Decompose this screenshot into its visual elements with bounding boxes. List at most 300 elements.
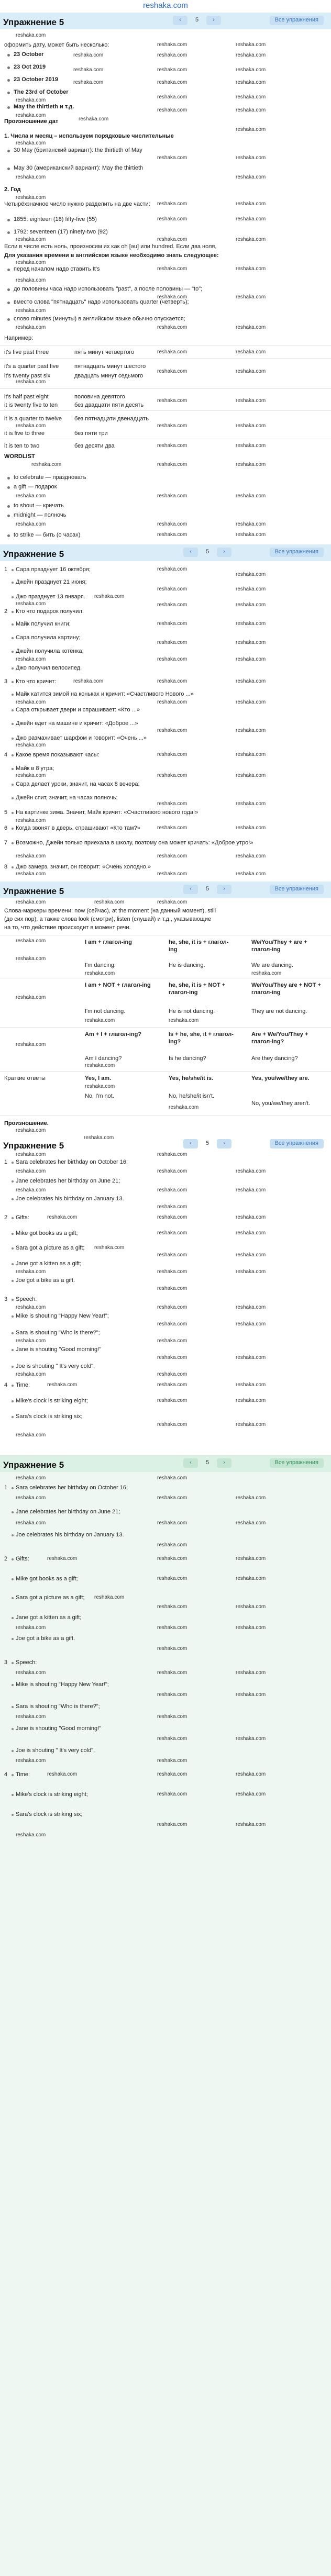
- bullet: [7, 92, 10, 94]
- watermark: reshaka.com: [94, 899, 125, 905]
- watermark: reshaka.com: [16, 1042, 46, 1047]
- watermark: reshaka.com: [157, 42, 187, 48]
- text: Четырёхзначное число нужно разделить на две части:: [4, 201, 150, 207]
- watermark: reshaka.com: [236, 1269, 266, 1275]
- exercise-header: [0, 1136, 331, 1153]
- list-item: Sara got a picture as a gift;: [16, 1245, 85, 1251]
- list-item: Возможно, Джейн только приехала в школу, поэтому она может кричать: «Доброе утро!»: [16, 840, 253, 846]
- watermark: reshaka.com: [157, 94, 187, 100]
- list-item: Джо замерз, значит, он говорит: «Очень холодно.»: [16, 864, 151, 870]
- table-cell: Is he dancing?: [169, 1055, 206, 1062]
- watermark: reshaka.com: [157, 1398, 187, 1403]
- watermark: reshaka.com: [236, 728, 266, 733]
- word: to celebrate — праздновать: [14, 474, 86, 481]
- exercise-nav: [183, 885, 231, 895]
- word: a gift — подарок: [14, 484, 57, 490]
- watermark: reshaka.com: [157, 398, 187, 404]
- text: Если в числе есть ноль, произносим их как oh [əu] или hundred. Если два ноля,: [4, 243, 217, 250]
- watermark: reshaka.com: [73, 52, 104, 58]
- list-item: Gifts:: [16, 1214, 29, 1221]
- watermark: reshaka.com: [16, 277, 46, 283]
- watermark: reshaka.com: [47, 1382, 78, 1388]
- bullet: [12, 1162, 14, 1164]
- table-cell: No, I'm not.: [85, 1093, 114, 1099]
- bullet: [7, 66, 10, 69]
- bullet: [12, 1597, 14, 1599]
- watermark: reshaka.com: [157, 1204, 187, 1210]
- prev-button[interactable]: ‹: [173, 16, 187, 25]
- all-exercises-button[interactable]: Все упражнения: [270, 548, 324, 557]
- watermark: reshaka.com: [157, 294, 187, 300]
- watermark: reshaka.com: [157, 1152, 187, 1157]
- watermark: reshaka.com: [157, 1822, 187, 1827]
- list-item: Joe got a bike as a gift.: [16, 1635, 75, 1642]
- bullet: [12, 1794, 14, 1796]
- bullet: [12, 596, 14, 598]
- table-cell: it is ten to two: [4, 443, 40, 449]
- all-exercises-button[interactable]: Все упражнения: [270, 1139, 324, 1148]
- exercise-nav: [183, 1458, 231, 1469]
- list-number: 2: [4, 608, 8, 615]
- watermark: reshaka.com: [157, 1269, 187, 1275]
- watermark: reshaka.com: [16, 1625, 46, 1631]
- watermark: reshaka.com: [157, 1252, 187, 1258]
- prev-button[interactable]: ‹: [183, 885, 198, 894]
- time-rule: слово minutes (минуты) в английском языке обычно опускается;: [14, 316, 185, 322]
- bullet: [7, 106, 10, 109]
- bullet: [12, 1263, 14, 1265]
- watermark: reshaka.com: [16, 1168, 46, 1174]
- bullet: [7, 486, 10, 489]
- watermark: reshaka.com: [236, 369, 266, 374]
- watermark: reshaka.com: [251, 971, 282, 976]
- text: Для указания времени в английском языке необходимо знать следующее:: [4, 252, 219, 259]
- watermark: reshaka.com: [16, 113, 46, 118]
- exercise-number: 5: [205, 549, 209, 555]
- prev-button[interactable]: ‹: [183, 548, 198, 557]
- watermark: reshaka.com: [16, 853, 46, 859]
- example: May 30 (американский вариант): May the thirtieth: [14, 165, 144, 171]
- watermark: reshaka.com: [236, 1556, 266, 1562]
- bullet: [7, 269, 10, 271]
- table-cell: Am + I + глагол-ing?: [85, 1031, 142, 1038]
- date-format: The 23rd of October: [14, 89, 69, 95]
- bullet: [12, 611, 14, 613]
- bullet: [7, 79, 10, 82]
- watermark: reshaka.com: [236, 1382, 266, 1388]
- list-item: Джейн спит, значит, на часах полночь;: [16, 795, 118, 801]
- bullet: [7, 515, 10, 517]
- watermark: reshaka.com: [157, 1495, 187, 1501]
- bullet: [12, 812, 14, 814]
- list-number: 3: [4, 1659, 8, 1666]
- watermark: reshaka.com: [236, 52, 266, 58]
- watermark: reshaka.com: [94, 594, 125, 599]
- table-cell: I am + глагол-ing: [85, 939, 132, 945]
- bullet: [12, 1315, 14, 1318]
- table-cell: We are dancing.: [251, 962, 293, 968]
- bullet: [12, 681, 14, 683]
- bullet: [12, 1814, 14, 1816]
- all-exercises-button[interactable]: Все упражнения: [270, 1458, 324, 1468]
- watermark: reshaka.com: [85, 1063, 115, 1068]
- bullet: [12, 1578, 14, 1580]
- list-item: Sara is shouting "Who is there?";: [16, 1703, 100, 1710]
- divider: [0, 358, 331, 359]
- watermark: reshaka.com: [16, 195, 46, 200]
- watermark: reshaka.com: [157, 1520, 187, 1526]
- watermark: reshaka.com: [31, 462, 62, 467]
- table-cell: Am I dancing?: [85, 1055, 122, 1062]
- list-item: Speech:: [16, 1659, 37, 1666]
- watermark: reshaka.com: [157, 349, 187, 355]
- list-item: Джейн едет на машине и кричит: «Доброе ...»: [16, 720, 138, 727]
- watermark: reshaka.com: [157, 1168, 187, 1174]
- watermark: reshaka.com: [16, 174, 46, 180]
- watermark: reshaka.com: [157, 107, 187, 113]
- watermark: reshaka.com: [157, 801, 187, 807]
- watermark: reshaka.com: [157, 1371, 187, 1377]
- table-cell: пять минут четвертого: [74, 349, 135, 355]
- watermark: reshaka.com: [157, 423, 187, 429]
- exercise-title: Упражнение 5: [3, 1460, 64, 1470]
- bullet: [7, 534, 10, 537]
- bullet: [12, 1280, 14, 1282]
- watermark: reshaka.com: [47, 1214, 78, 1220]
- text: Слова-маркеры времени: now (сейчас), at the moment (на данный момент), still: [4, 908, 216, 914]
- watermark: reshaka.com: [236, 1692, 266, 1698]
- watermark: reshaka.com: [157, 1758, 187, 1764]
- watermark: reshaka.com: [94, 1594, 125, 1600]
- table-cell: Yes, he/she/it is.: [169, 1075, 213, 1081]
- table-cell: He is dancing.: [169, 962, 205, 968]
- watermark: reshaka.com: [236, 1495, 266, 1501]
- date-format: 23 October: [14, 51, 44, 58]
- watermark: reshaka.com: [157, 1230, 187, 1236]
- exercise-header: [0, 13, 331, 29]
- watermark: reshaka.com: [236, 155, 266, 161]
- list-item: Кто что кричит:: [16, 678, 57, 685]
- bullet: [12, 1198, 14, 1200]
- exercise-nav: [183, 548, 231, 558]
- list-item: Mike's clock is striking eight;: [16, 1398, 88, 1404]
- bullet: [7, 318, 10, 321]
- bullet: [12, 1247, 14, 1250]
- watermark: reshaka.com: [157, 678, 187, 684]
- table-cell: it is a quarter to twelve: [4, 416, 62, 422]
- watermark: reshaka.com: [236, 107, 266, 113]
- bullet: [12, 582, 14, 584]
- table-cell: без пяти три: [74, 430, 108, 437]
- table-cell: I am + NOT + глагол-ing: [85, 982, 151, 988]
- watermark: reshaka.com: [16, 97, 46, 103]
- table-cell: без двадцати пяти десять: [74, 402, 144, 408]
- watermark: reshaka.com: [16, 1475, 46, 1481]
- bullet: [12, 797, 14, 799]
- table-cell: They are not dancing.: [251, 1008, 307, 1014]
- list-number: 7: [4, 840, 8, 846]
- section-heading: Произношение дат: [4, 118, 59, 125]
- bullet: [12, 1366, 14, 1368]
- watermark: reshaka.com: [157, 1187, 187, 1193]
- watermark: reshaka.com: [157, 325, 187, 330]
- watermark: reshaka.com: [236, 201, 266, 207]
- watermark: reshaka.com: [236, 349, 266, 355]
- bullet: [12, 623, 14, 626]
- watermark: reshaka.com: [157, 67, 187, 73]
- bullet: [7, 288, 10, 291]
- date-format: May the thirtieth и т.д.: [14, 104, 74, 110]
- list-number: 1: [4, 1485, 8, 1491]
- watermark: reshaka.com: [236, 572, 266, 577]
- list-number: 1: [4, 566, 8, 573]
- table-cell: We/You/They are + NOT + глагол-ing: [251, 982, 321, 996]
- list-number: 3: [4, 1296, 8, 1302]
- bullet: [12, 738, 14, 740]
- watermark: reshaka.com: [157, 493, 187, 499]
- watermark: reshaka.com: [157, 871, 187, 877]
- table-cell: it is five to three: [4, 430, 45, 437]
- list-item: Mike is shouting "Happy New Year!";: [16, 1313, 109, 1319]
- bullet: [12, 1487, 14, 1489]
- divider: [0, 1115, 331, 1116]
- watermark: reshaka.com: [236, 1252, 266, 1258]
- exercise-header: [0, 882, 331, 898]
- list-item: Майк в 8 утра;: [16, 765, 54, 772]
- exercise-title: Упражнение 5: [3, 549, 64, 559]
- list-item: Joe is shouting " It's very cold".: [16, 1363, 95, 1369]
- watermark: reshaka.com: [157, 1736, 187, 1742]
- watermark: reshaka.com: [157, 52, 187, 58]
- watermark: reshaka.com: [16, 938, 46, 944]
- exercise-nav: [173, 16, 221, 26]
- watermark: reshaka.com: [157, 1355, 187, 1361]
- watermark: reshaka.com: [157, 1321, 187, 1327]
- watermark: reshaka.com: [16, 899, 46, 905]
- example: 30 May (британский вариант): the thirtieth of May: [14, 147, 142, 153]
- next-button[interactable]: ›: [217, 885, 231, 894]
- bullet: [12, 866, 14, 868]
- bullet: [12, 694, 14, 696]
- bullet: [12, 1299, 14, 1301]
- bullet: [7, 505, 10, 508]
- watermark: reshaka.com: [169, 1105, 199, 1110]
- numbered-rule: 1. Числа и месяц – используем порядковые числительные: [4, 133, 174, 139]
- watermark: reshaka.com: [236, 752, 266, 757]
- list-item: Sara is shouting "Who is there?";: [16, 1330, 100, 1336]
- exercise-title: Упражнение 5: [3, 886, 64, 896]
- list-item: Time:: [16, 1382, 30, 1388]
- bullet: [12, 651, 14, 653]
- bullet: [12, 842, 14, 844]
- prev-button[interactable]: ‹: [183, 1139, 198, 1148]
- watermark: reshaka.com: [157, 656, 187, 662]
- watermark: reshaka.com: [16, 1832, 46, 1838]
- list-number: 3: [4, 678, 8, 685]
- list-item: Сара делает уроки, значит, на часах 8 вечера;: [16, 781, 140, 787]
- watermark: reshaka.com: [73, 67, 104, 73]
- watermark: reshaka.com: [157, 728, 187, 733]
- section-heading: Произношение.: [4, 1120, 49, 1127]
- exercise-header: [0, 1455, 331, 1472]
- watermark: reshaka.com: [16, 1269, 46, 1275]
- bullet: [7, 54, 10, 57]
- bullet: [12, 1684, 14, 1686]
- watermark: reshaka.com: [236, 462, 266, 467]
- site-url[interactable]: reshaka.com: [143, 1, 188, 10]
- list-item: Sara celebrates her birthday on October 16;: [16, 1159, 128, 1165]
- watermark: reshaka.com: [157, 566, 187, 572]
- list-item: Джейн празднует 21 июня;: [16, 579, 87, 585]
- bullet: [12, 1233, 14, 1235]
- list-item: Сара празднует 16 октября;: [16, 566, 91, 573]
- word: midnight — полночь: [14, 512, 67, 518]
- all-exercises-button[interactable]: Все упражнения: [270, 885, 324, 894]
- exercise-number: 5: [205, 1140, 209, 1147]
- watermark: reshaka.com: [236, 853, 266, 859]
- watermark: reshaka.com: [236, 80, 266, 85]
- watermark: reshaka.com: [236, 1736, 266, 1742]
- watermark: reshaka.com: [236, 1604, 266, 1610]
- list-item: Jane got a kitten as a gift;: [16, 1614, 82, 1621]
- table-cell: без пятнадцати двенадцать: [74, 416, 149, 422]
- table-cell: без десяти два: [74, 443, 115, 449]
- divider: [0, 410, 331, 411]
- exercise-title: Упражнение 5: [3, 1141, 64, 1151]
- bullet: [12, 784, 14, 786]
- prev-button[interactable]: ‹: [183, 1458, 198, 1468]
- bullet: [12, 667, 14, 670]
- next-button[interactable]: ›: [217, 548, 231, 557]
- watermark: reshaka.com: [16, 140, 46, 146]
- watermark: reshaka.com: [16, 1520, 46, 1526]
- watermark: reshaka.com: [157, 899, 187, 905]
- exercise-number: 5: [205, 1459, 209, 1466]
- word: to shout — кричать: [14, 503, 64, 509]
- table-cell: двадцать минут седьмого: [74, 373, 144, 379]
- watermark: reshaka.com: [16, 379, 46, 385]
- watermark: reshaka.com: [157, 1625, 187, 1631]
- watermark: reshaka.com: [16, 1371, 46, 1377]
- bullet: [12, 1534, 14, 1536]
- watermark: reshaka.com: [16, 818, 46, 823]
- list-item: Кто что подарок получил:: [16, 608, 84, 615]
- watermark: reshaka.com: [157, 266, 187, 272]
- watermark: reshaka.com: [236, 1230, 266, 1236]
- watermark: reshaka.com: [236, 1321, 266, 1327]
- bullet: [12, 1662, 14, 1664]
- watermark: reshaka.com: [157, 1556, 187, 1562]
- divider: [0, 1071, 331, 1072]
- time-rule: перед началом надо ставить It's: [14, 266, 100, 272]
- list-item: Mike got books as a gift;: [16, 1230, 78, 1236]
- table-cell: We/You/They + are + глагол-ing: [251, 939, 307, 953]
- list-number: 4: [4, 1771, 8, 1778]
- list-item: Joe got a bike as a gift.: [16, 1277, 75, 1284]
- watermark: reshaka.com: [236, 325, 266, 330]
- table-cell: it is twenty five to ten: [4, 402, 58, 408]
- watermark: reshaka.com: [157, 621, 187, 627]
- table-cell: it's five past three: [4, 349, 49, 355]
- watermark: reshaka.com: [236, 1214, 266, 1220]
- watermark: reshaka.com: [16, 1152, 46, 1157]
- list-item: Jane is shouting "Good morning!": [16, 1346, 102, 1353]
- watermark: reshaka.com: [16, 32, 46, 38]
- watermark: reshaka.com: [157, 521, 187, 527]
- bullet: [12, 828, 14, 830]
- bullet: [12, 723, 14, 725]
- bullet: [12, 1511, 14, 1513]
- list-item: На картинке зима. Значит, Майк кричит: «Счастливого нового года!»: [16, 809, 198, 816]
- time-rule: вместо слова "пятнадцать" надо использовать quarter (четверть);: [14, 299, 189, 305]
- table-cell: No, he/she/it isn't.: [169, 1093, 215, 1099]
- table-cell: it's a quarter past five: [4, 363, 59, 370]
- numbered-rule: 2. Год: [4, 186, 21, 193]
- watermark: reshaka.com: [236, 443, 266, 449]
- watermark: reshaka.com: [157, 1338, 187, 1344]
- watermark: reshaka.com: [157, 201, 187, 207]
- watermark: reshaka.com: [169, 1018, 199, 1023]
- list-item: Joe celebrates his birthday on January 13.: [16, 1196, 124, 1202]
- table-cell: половина девятого: [74, 394, 125, 400]
- next-button[interactable]: ›: [206, 16, 221, 25]
- example: 1792: seventeen (17) ninety-two (92): [14, 229, 108, 235]
- next-button[interactable]: ›: [217, 1139, 231, 1148]
- date-format: 23 Oct 2019: [14, 64, 46, 70]
- watermark: reshaka.com: [16, 1670, 46, 1676]
- bullet: [12, 768, 14, 770]
- watermark: reshaka.com: [236, 801, 266, 807]
- watermark: reshaka.com: [236, 1576, 266, 1581]
- next-button[interactable]: ›: [217, 1458, 231, 1468]
- table-cell: he, she, it is + глагол-ing: [169, 939, 229, 953]
- watermark: reshaka.com: [16, 601, 46, 607]
- watermark: reshaka.com: [47, 1771, 78, 1777]
- watermark: reshaka.com: [236, 586, 266, 592]
- list-item: Time:: [16, 1771, 30, 1778]
- all-exercises-button[interactable]: Все упражнения: [270, 16, 324, 25]
- watermark: reshaka.com: [157, 752, 187, 757]
- exercise-title: Упражнение 5: [3, 17, 64, 27]
- bullet: [12, 1638, 14, 1640]
- bullet: [12, 1416, 14, 1418]
- bullet: [7, 302, 10, 304]
- list-item: Сара открывает двери и спрашивает: «Кто ...»: [16, 707, 140, 713]
- table-cell: Yes, you/we/they are.: [251, 1075, 310, 1081]
- list-item: Gifts:: [16, 1556, 29, 1562]
- watermark: reshaka.com: [157, 1791, 187, 1797]
- list-item: Mike is shouting "Happy New Year!";: [16, 1681, 109, 1688]
- watermark: reshaka.com: [79, 116, 109, 122]
- list-item: Sara's clock is striking six;: [16, 1811, 83, 1817]
- bullet: [7, 477, 10, 479]
- watermark: reshaka.com: [16, 423, 46, 429]
- bullet: [12, 1617, 14, 1619]
- list-item: Joe is shouting " It's very cold".: [16, 1747, 95, 1754]
- table-cell: Is + he, she, it + глагол-ing?: [169, 1031, 234, 1045]
- list-item: Джо получил велосипед.: [16, 665, 82, 671]
- watermark: reshaka.com: [236, 1791, 266, 1797]
- watermark: reshaka.com: [16, 493, 46, 499]
- watermark: reshaka.com: [157, 216, 187, 222]
- watermark: reshaka.com: [236, 532, 266, 538]
- list-number: 6: [4, 825, 8, 831]
- watermark: reshaka.com: [157, 586, 187, 592]
- list-item: Sara celebrates her birthday on October 16;: [16, 1485, 128, 1491]
- watermark: reshaka.com: [236, 656, 266, 662]
- bullet: [12, 1180, 14, 1183]
- watermark: reshaka.com: [236, 1422, 266, 1428]
